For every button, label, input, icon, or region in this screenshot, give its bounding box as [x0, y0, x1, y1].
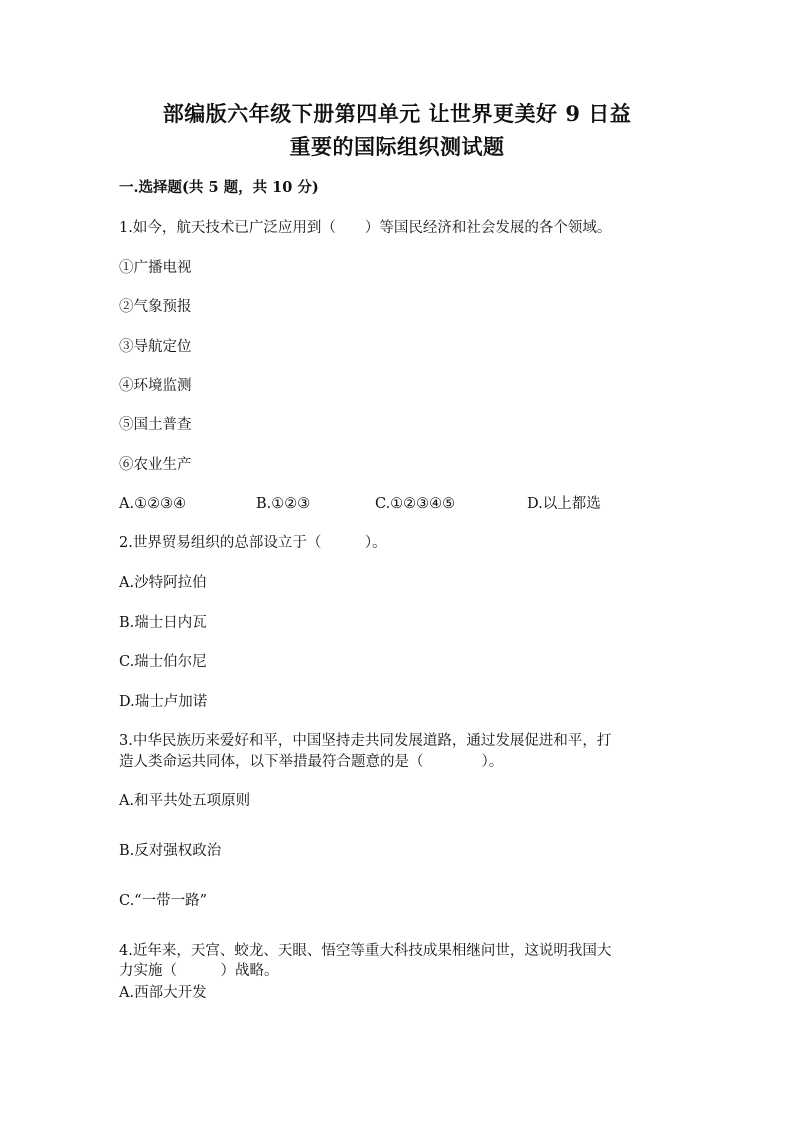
question-3-choice-c: C.“一带一路”	[119, 893, 208, 909]
question-1-choice-c: C.①②③④⑤	[375, 496, 456, 512]
question-2-choice-a: A.沙特阿拉伯	[119, 575, 207, 591]
question-1-choice-a: A.①②③④	[119, 496, 187, 512]
question-2-choice-d: D.瑞士卢加诺	[119, 694, 208, 710]
question-4-stem-line-2: 力实施（ ）战略。	[119, 963, 279, 979]
question-2-choice-b: B.瑞士日内瓦	[119, 615, 207, 631]
question-3-stem-line-1: 3.中华民族历来爱好和平，中国坚持走共同发展道路，通过发展促进和平，打	[119, 733, 612, 749]
question-4-stem-line-1: 4.近年来，天宫、蛟龙、天眼、悟空等重大科技成果相继问世，这说明我国大	[119, 943, 612, 959]
question-1-item-2: ②气象预报	[119, 299, 192, 315]
question-1-item-3: ③导航定位	[119, 339, 192, 355]
section-heading: 一.选择题(共 5 题，共 10 分)	[119, 179, 319, 196]
question-3-choice-a: A.和平共处五项原则	[119, 793, 251, 809]
question-2-choice-c: C.瑞士伯尔尼	[119, 654, 207, 670]
question-1-item-4: ④环境监测	[119, 378, 192, 394]
question-1-item-1: ①广播电视	[119, 260, 192, 276]
question-1-choice-b: B.①②③	[256, 496, 311, 512]
question-1-choice-d: D.以上都选	[527, 496, 601, 512]
question-1-stem: 1.如今，航天技术已广泛应用到（ ）等国民经济和社会发展的各个领域。	[119, 220, 612, 236]
question-1-item-6: ⑥农业生产	[119, 457, 192, 473]
page-title-line-1: 部编版六年级下册第四单元 让世界更美好 9 日益	[162, 101, 632, 126]
question-2-stem: 2.世界贸易组织的总部设立于（ ）。	[119, 535, 387, 551]
question-3-stem-line-2: 造人类命运共同体，以下举措最符合题意的是（ ）。	[119, 754, 504, 770]
page-title-line-2: 重要的国际组织测试题	[289, 134, 505, 159]
question-1-item-5: ⑤国土普查	[119, 417, 192, 433]
question-3-choice-b: B.反对强权政治	[119, 843, 222, 859]
question-4-choice-a: A.西部大开发	[119, 985, 207, 1001]
